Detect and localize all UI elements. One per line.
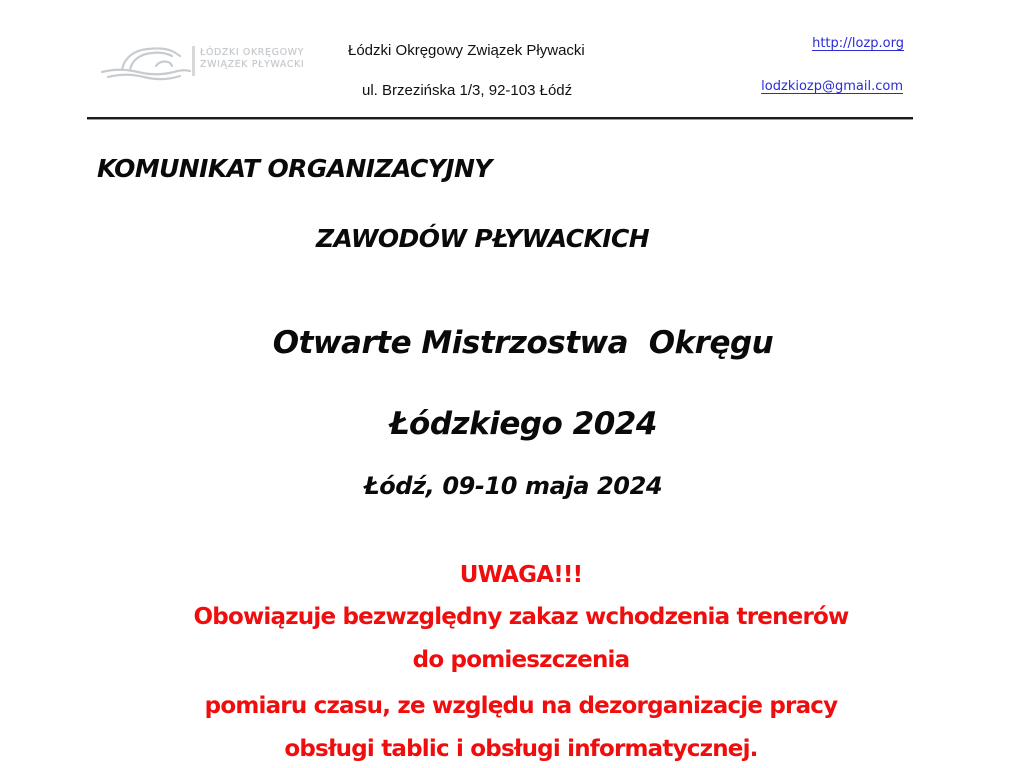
- logo-divider: [192, 46, 195, 76]
- swimmer-logo-icon: [100, 40, 192, 82]
- warning-line: pomiaru czasu, ze względu na dezorganizacje pracy: [204, 693, 838, 719]
- event-title-line-1: Otwarte Mistrzostwa Okręgu: [272, 325, 774, 361]
- warning-line: obsługi tablic i obsługi informatycznej.: [284, 736, 758, 762]
- org-name: Łódzki Okręgowy Związek Pływacki: [348, 42, 585, 59]
- org-logo: [100, 40, 320, 82]
- logo-text-line2: ZWIĄZEK PŁYWACKI: [200, 59, 305, 70]
- event-date-place: Łódź, 09-10 maja 2024: [363, 472, 663, 500]
- logo-text-line1: ŁÓDZKI OKRĘGOWY: [200, 47, 305, 58]
- email-link[interactable]: lodzkiozp@gmail.com: [761, 79, 903, 94]
- warning-line: do pomieszczenia: [412, 647, 630, 673]
- event-title-line-2: Łódzkiego 2024: [389, 406, 657, 442]
- warning-line: Obowiązuje bezwzględny zakaz wchodzenia trenerów: [193, 604, 849, 630]
- heading-line-2: ZAWODÓW PŁYWACKICH: [316, 224, 650, 253]
- org-address: ul. Brzezińska 1/3, 92-103 Łódź: [362, 82, 573, 99]
- heading-line-1: KOMUNIKAT ORGANIZACYJNY: [97, 154, 492, 183]
- website-link[interactable]: http://lozp.org: [812, 36, 904, 51]
- logo-text: [200, 47, 304, 71]
- warning-title: UWAGA!!!: [459, 562, 583, 588]
- header-divider: [87, 117, 913, 120]
